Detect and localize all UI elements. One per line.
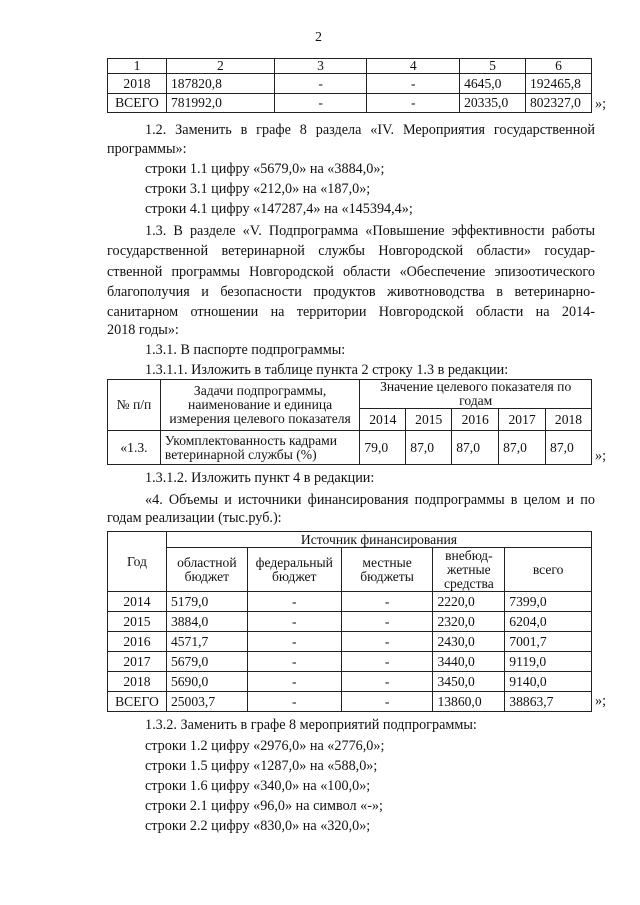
cell: ВСЕГО [108,94,167,113]
paragraph-1-3-line3: ственной программы Новгородской области «Обеспечение эпизоотического [107,264,595,280]
paragraph-1-3-1: 1.3.1. В паспорте подпрограммы: [145,342,346,358]
table-header-row [108,380,592,409]
page-number: 2 [315,30,322,45]
cell: 3440,0 [433,652,505,672]
table-row [108,672,592,692]
cell: - [274,74,367,94]
cell: - [341,652,433,672]
cell: 9119,0 [505,652,592,672]
cell: 5690,0 [166,672,247,692]
list-item: строки 2.2 цифру «830,0» на «320,0»; [145,818,371,834]
cell: - [367,94,460,113]
cell: 802327,0 [526,94,592,113]
paragraph-1-3-1-1: 1.3.1.1. Изложить в таблице пункта 2 строку 1.3 в редакции: [145,362,509,378]
header-cell: 1 [108,59,167,74]
header-cell: федеральный бюджет [247,548,341,592]
cell: Укомплектованность кадрами ветеринарной службы (%) [160,431,359,465]
cell: - [341,632,433,652]
cell: - [247,612,341,632]
table2-closing-quote: »; [595,448,607,464]
table-row [108,592,592,612]
cell: 9140,0 [505,672,592,692]
table-header-row [108,532,592,548]
table3-closing-quote: »; [595,693,607,709]
cell: 3450,0 [433,672,505,692]
cell: - [367,74,460,94]
table-header-row [108,59,592,74]
cell: 187820,8 [166,74,274,94]
cell: 6204,0 [505,612,592,632]
header-tasks: Задачи подпрограммы, наименование и единица измерения целевого показателя [160,380,359,431]
cell: 25003,7 [166,692,247,712]
table-financing [107,531,592,712]
cell: 2430,0 [433,632,505,652]
cell: - [341,592,433,612]
header-cell: 4 [367,59,460,74]
cell: 87,0 [406,431,452,465]
table-row [108,431,592,465]
cell: 87,0 [546,431,592,465]
table-row [108,632,592,652]
paragraph-4-line1: «4. Объемы и источники финансирования подпрограммы в целом и по [145,492,595,508]
year-cell: 2017 [499,409,546,431]
cell: 20335,0 [460,94,526,113]
cell: 38863,7 [505,692,592,712]
cell: 2015 [108,612,167,632]
table-row [108,652,592,672]
header-values: Значение целевого показателя по годам [360,380,592,409]
list-item: строки 1.6 цифру «340,0» на «100,0»; [145,778,371,794]
year-cell: 2016 [452,409,499,431]
table-row [108,612,592,632]
paragraph-1-3-line2: государственной ветеринарной службы Новгородской области» государ- [107,243,595,259]
cell: 2014 [108,592,167,612]
cell: ВСЕГО [108,692,167,712]
paragraph-1-3-1-2: 1.3.1.2. Изложить пункт 4 в редакции: [145,470,375,486]
header-cell: местные бюджеты [341,548,433,592]
header-cell: 3 [274,59,367,74]
year-cell: 2018 [546,409,592,431]
cell: - [247,632,341,652]
header-source: Источник финансирования [166,532,591,548]
header-num: № п/п [108,380,161,431]
cell: 3884,0 [166,612,247,632]
header-cell: всего [505,548,592,592]
cell: - [341,692,433,712]
cell: - [247,592,341,612]
cell: 2220,0 [433,592,505,612]
paragraph-1-3-line5: санитарном отношении на территории Новгородской области на 2014- [107,304,595,320]
cell: 7399,0 [505,592,592,612]
cell: - [247,672,341,692]
table-header-row [108,548,592,592]
cell: 87,0 [452,431,499,465]
cell: 2320,0 [433,612,505,632]
cell: - [247,692,341,712]
list-item: строки 1.1 цифру «5679,0» на «3884,0»; [145,161,385,177]
cell: - [274,94,367,113]
cell: «1.3. [108,431,161,465]
cell: 2018 [108,672,167,692]
cell: 781992,0 [166,94,274,113]
cell: - [341,672,433,692]
year-cell: 2015 [406,409,452,431]
list-item: строки 3.1 цифру «212,0» на «187,0»; [145,181,371,197]
table-row [108,692,592,712]
header-cell: 6 [526,59,592,74]
table-row [108,74,592,94]
cell: - [341,612,433,632]
paragraph-1-3-line1: 1.3. В разделе «V. Подпрограмма «Повышение эффективности работы [145,223,595,239]
cell: 7001,7 [505,632,592,652]
paragraph-4-line2: годам реализации (тыс.руб.): [107,510,282,526]
paragraph-1-2-line2: программы»: [107,141,187,157]
cell: 13860,0 [433,692,505,712]
cell: 79,0 [360,431,406,465]
paragraph-1-3-line4: благополучия и безопасности продуктов животноводства в ветеринарно- [107,284,595,300]
year-cell: 2014 [360,409,406,431]
list-item: строки 2.1 цифру «96,0» на символ «-»; [145,798,383,814]
header-cell: внебюд-жетные средства [433,548,505,592]
paragraph-1-3-line6: 2018 годы»: [107,322,179,338]
list-item: строки 4.1 цифру «147287,4» на «145394,4»; [145,201,413,217]
header-year: Год [108,532,167,592]
cell: 4571,7 [166,632,247,652]
paragraph-1-2-line1: 1.2. Заменить в графе 8 раздела «IV. Мероприятия государственной [145,122,595,138]
header-cell: 2 [166,59,274,74]
cell: 5679,0 [166,652,247,672]
cell: - [247,652,341,672]
cell: 5179,0 [166,592,247,612]
table-target-indicator [107,379,592,465]
table1-closing-quote: »; [595,96,607,112]
table-state-program-totals [107,58,592,113]
list-item: строки 1.5 цифру «1287,0» на «588,0»; [145,758,378,774]
cell: 87,0 [499,431,546,465]
header-cell: 5 [460,59,526,74]
cell: 192465,8 [526,74,592,94]
cell: 4645,0 [460,74,526,94]
cell: 2017 [108,652,167,672]
cell: 2016 [108,632,167,652]
paragraph-1-3-2: 1.3.2. Заменить в графе 8 мероприятий подпрограммы: [145,717,477,733]
cell: 2018 [108,74,167,94]
list-item: строки 1.2 цифру «2976,0» на «2776,0»; [145,738,385,754]
header-cell: областной бюджет [166,548,247,592]
table-row [108,94,592,113]
